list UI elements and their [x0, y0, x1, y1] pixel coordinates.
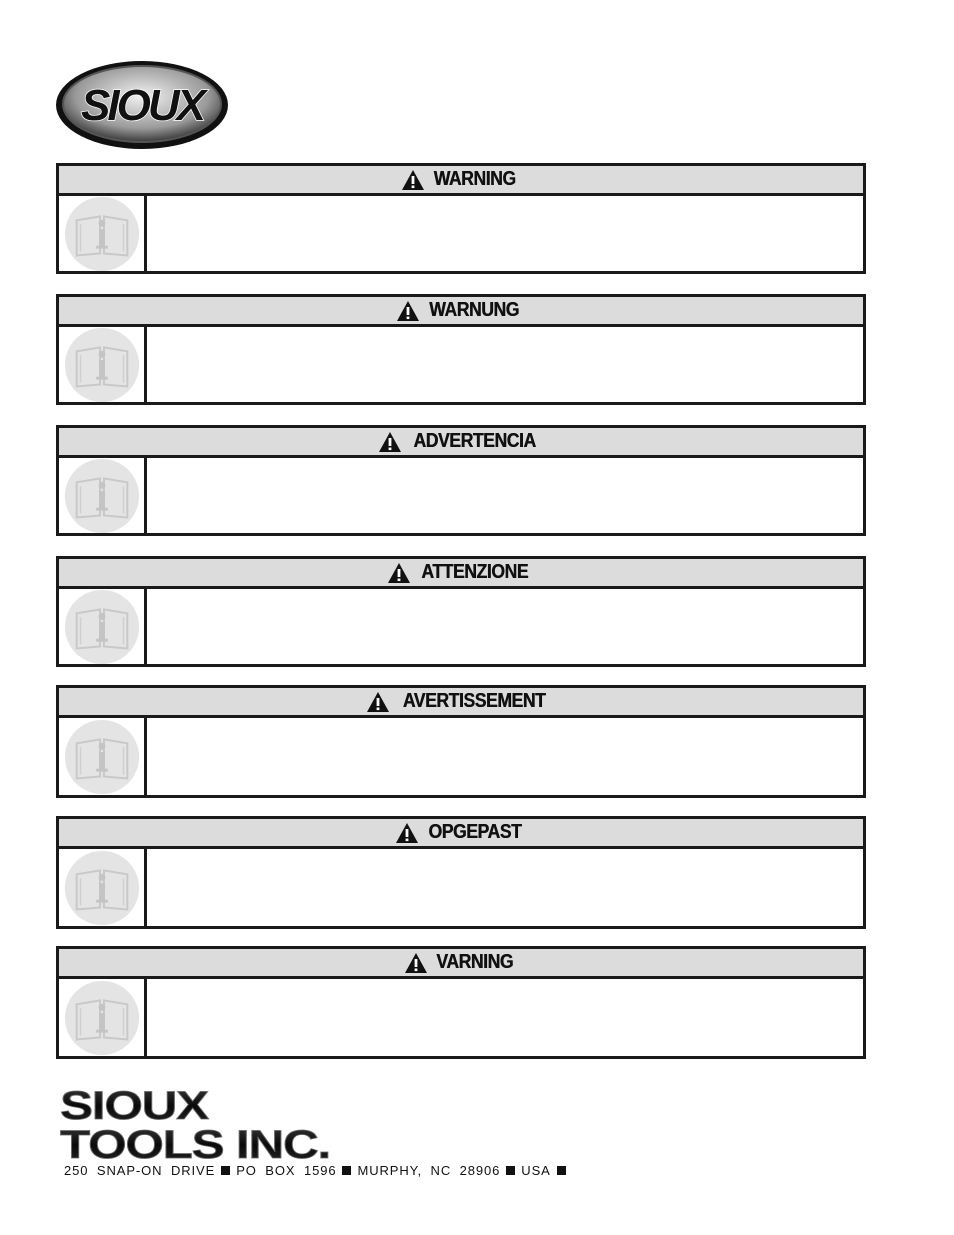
address-country: USA	[521, 1163, 551, 1178]
svg-text:SIOUX: SIOUX	[81, 81, 203, 130]
sioux-tools-logo	[60, 1086, 336, 1162]
warning-header	[59, 688, 863, 718]
warning-triangle-icon	[404, 952, 428, 974]
warning-header	[59, 819, 863, 849]
warning-box-french	[56, 685, 866, 798]
warning-text	[147, 849, 863, 926]
warning-text	[147, 589, 863, 664]
warning-box-english	[56, 163, 866, 274]
warning-box-german	[56, 294, 866, 405]
separator-square-icon	[221, 1166, 230, 1175]
warning-text	[147, 327, 863, 402]
warning-triangle-icon	[396, 300, 420, 322]
read-manual-icon	[63, 326, 141, 404]
warning-triangle-icon	[401, 169, 425, 191]
warning-box-italian	[56, 556, 866, 667]
separator-square-icon	[342, 1166, 351, 1175]
company-address	[64, 1163, 566, 1178]
warning-title: ATTENZIONE	[421, 561, 528, 583]
warning-title: AVERTISSEMENT	[403, 690, 546, 712]
warning-header	[59, 949, 863, 979]
read-manual-icon	[63, 457, 141, 535]
warning-triangle-icon	[387, 562, 411, 584]
warning-header	[59, 166, 863, 196]
warning-text	[147, 458, 863, 533]
svg-text:TOOLS INC.: TOOLS INC.	[60, 1123, 330, 1162]
warning-title: ADVERTENCIA	[413, 430, 536, 452]
warning-header	[59, 559, 863, 589]
warning-box-dutch	[56, 816, 866, 929]
warning-triangle-icon	[366, 691, 390, 713]
warning-header	[59, 428, 863, 458]
warning-box-swedish	[56, 946, 866, 1059]
read-manual-icon	[63, 195, 141, 273]
read-manual-icon	[63, 849, 141, 927]
separator-square-icon	[506, 1166, 515, 1175]
svg-text:SIOUX: SIOUX	[60, 1086, 210, 1128]
warning-text	[147, 718, 863, 795]
warning-header	[59, 297, 863, 327]
warning-text	[147, 196, 863, 271]
address-city: MURPHY, NC 28906	[357, 1163, 501, 1178]
address-po-box: PO BOX 1596	[236, 1163, 337, 1178]
sioux-logo	[54, 58, 230, 152]
warning-title: OPGEPAST	[428, 821, 521, 843]
read-manual-icon	[63, 718, 141, 796]
read-manual-icon	[63, 588, 141, 666]
separator-square-icon	[557, 1166, 566, 1175]
warning-triangle-icon	[395, 822, 419, 844]
warning-title: WARNUNG	[429, 299, 520, 321]
warning-box-spanish	[56, 425, 866, 536]
warning-title: VARNING	[436, 951, 513, 973]
read-manual-icon	[63, 979, 141, 1057]
warning-text	[147, 979, 863, 1056]
warning-title: WARNING	[433, 168, 516, 190]
warning-triangle-icon	[378, 431, 402, 453]
address-street: 250 SNAP-ON DRIVE	[64, 1163, 216, 1178]
